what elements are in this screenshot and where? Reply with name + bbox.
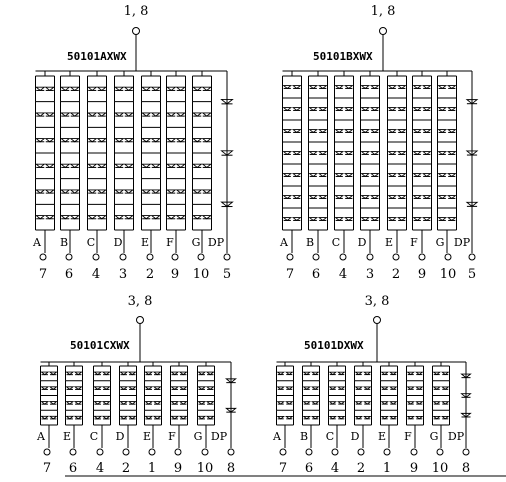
segment-label: F: [410, 236, 418, 249]
segment-label: C: [331, 236, 341, 249]
segment-pin-terminal: [120, 254, 126, 260]
dp-pin-terminal: [224, 254, 230, 260]
segment-label: D: [350, 430, 360, 443]
pin-number: 9: [417, 267, 427, 282]
segment-label: D: [115, 430, 125, 443]
segment-label: A: [280, 236, 288, 249]
panel-c-common-pins: 3, 8: [127, 294, 153, 309]
segment-pin-terminal: [198, 254, 204, 260]
common-pin-terminal: [137, 317, 144, 324]
pin-number: 6: [64, 267, 74, 282]
segment-label: C: [89, 430, 99, 443]
segment-label: A: [273, 430, 281, 443]
segment-pin-terminal: [202, 449, 208, 455]
pin-number: 2: [356, 461, 366, 476]
segment-label: F: [404, 430, 412, 443]
pin-number: 4: [91, 267, 101, 282]
segment-label: G: [193, 430, 203, 443]
segment-pin-terminal: [393, 254, 399, 260]
dp-pin-terminal: [463, 449, 469, 455]
pin-number: 10: [431, 461, 449, 476]
panel-d-segment-labels: [272, 430, 465, 443]
pin-number: 10: [439, 267, 457, 282]
pin-number: 10: [192, 267, 210, 282]
segment-pin-terminal: [306, 449, 312, 455]
segment-label: G: [191, 236, 201, 249]
segment-label: G: [429, 430, 439, 443]
panel-a-segment-labels: [32, 236, 225, 249]
pin-number: 4: [95, 461, 105, 476]
panel-d-part-number: 50101DXWX: [304, 339, 364, 352]
segment-pin-terminal: [280, 449, 286, 455]
pin-number: 1: [382, 461, 392, 476]
panel-b-pin-numbers: [286, 267, 476, 282]
segment-pin-terminal: [287, 254, 293, 260]
pin-number: 3: [365, 267, 375, 282]
pin-number: 7: [42, 461, 52, 476]
pin-number: 8: [226, 461, 236, 476]
panel-c-segment-labels: [36, 430, 228, 443]
pin-number: 2: [121, 461, 131, 476]
segment-label: E: [140, 236, 150, 249]
segment-pin-terminal: [367, 254, 373, 260]
panel-c-pin-numbers: [43, 461, 235, 476]
segment-label: E: [377, 430, 387, 443]
segment-pin-terminal: [44, 449, 50, 455]
segment-pin-terminal: [358, 449, 364, 455]
segment-label: B: [59, 236, 69, 249]
segment-pin-terminal: [445, 254, 451, 260]
segment-label: B: [305, 236, 315, 249]
segment-label: DP: [453, 236, 471, 249]
segment-pin-terminal: [70, 449, 76, 455]
pin-number: 9: [170, 267, 180, 282]
segment-pin-terminal: [384, 449, 390, 455]
segment-pin-terminal: [340, 254, 346, 260]
segment-label: E: [384, 236, 394, 249]
panel-a-part-number: 50101AXWX: [67, 50, 127, 63]
segment-pin-terminal: [172, 254, 178, 260]
panel-d: [272, 294, 470, 476]
segment-label: C: [325, 430, 335, 443]
pin-number: 5: [467, 267, 477, 282]
segment-label: DP: [210, 430, 228, 443]
segment-label: E: [62, 430, 72, 443]
common-pin-terminal: [374, 317, 381, 324]
segment-pin-terminal: [313, 254, 319, 260]
segment-pin-terminal: [123, 449, 129, 455]
segment-label: E: [142, 430, 152, 443]
segment-label: C: [86, 236, 96, 249]
segment-pin-terminal: [332, 449, 338, 455]
pin-number: 4: [330, 461, 340, 476]
pin-number: 6: [68, 461, 78, 476]
pin-number: 6: [304, 461, 314, 476]
segment-label: F: [168, 430, 176, 443]
pin-number: 9: [409, 461, 419, 476]
segment-label: G: [435, 236, 445, 249]
segment-pin-terminal: [40, 254, 46, 260]
segment-label: DP: [207, 236, 225, 249]
segment-label: D: [113, 236, 123, 249]
segment-pin-terminal: [66, 254, 72, 260]
segment-label: D: [357, 236, 367, 249]
panel-b-part-number: 50101BXWX: [313, 50, 373, 63]
segment-label: B: [299, 430, 309, 443]
segment-pin-terminal: [97, 449, 103, 455]
dp-pin-terminal: [469, 254, 475, 260]
pin-number: 2: [145, 267, 155, 282]
pin-number: 7: [278, 461, 288, 476]
pin-number: 7: [38, 267, 48, 282]
pin-number: 6: [311, 267, 321, 282]
segment-pin-terminal: [93, 254, 99, 260]
panel-d-pin-numbers: [279, 461, 470, 476]
panel-a-circuit: [36, 28, 233, 261]
pin-number: 8: [461, 461, 471, 476]
pin-number: 4: [338, 267, 348, 282]
segment-pin-terminal: [147, 254, 153, 260]
segment-pin-terminal: [437, 449, 443, 455]
panel-b-common-pins: 1, 8: [370, 4, 396, 19]
segment-label: A: [37, 430, 45, 443]
panel-b: [279, 4, 477, 282]
segment-label: DP: [447, 430, 465, 443]
panel-a-pin-numbers: [39, 267, 231, 282]
panel-b-segment-labels: [279, 236, 471, 249]
panel-b-circuit: [283, 28, 478, 261]
pin-number: 10: [196, 461, 214, 476]
common-pin-terminal: [133, 28, 140, 35]
panel-c: [36, 294, 236, 476]
segment-label: A: [33, 236, 41, 249]
pin-number: 1: [147, 461, 157, 476]
segment-pin-terminal: [419, 254, 425, 260]
dp-pin-terminal: [228, 449, 234, 455]
panel-a: [32, 4, 232, 282]
panel-c-part-number: 50101CXWX: [70, 339, 130, 352]
pin-number: 7: [285, 267, 295, 282]
pin-number: 5: [222, 267, 232, 282]
pin-number: 9: [173, 461, 183, 476]
panel-a-common-pins: 1, 8: [123, 4, 149, 19]
common-pin-terminal: [380, 28, 387, 35]
segment-pin-terminal: [149, 449, 155, 455]
segment-pin-terminal: [175, 449, 181, 455]
pin-number: 2: [391, 267, 401, 282]
panel-d-common-pins: 3, 8: [364, 294, 390, 309]
segment-label: F: [166, 236, 174, 249]
segment-pin-terminal: [411, 449, 417, 455]
pin-number: 3: [118, 267, 128, 282]
